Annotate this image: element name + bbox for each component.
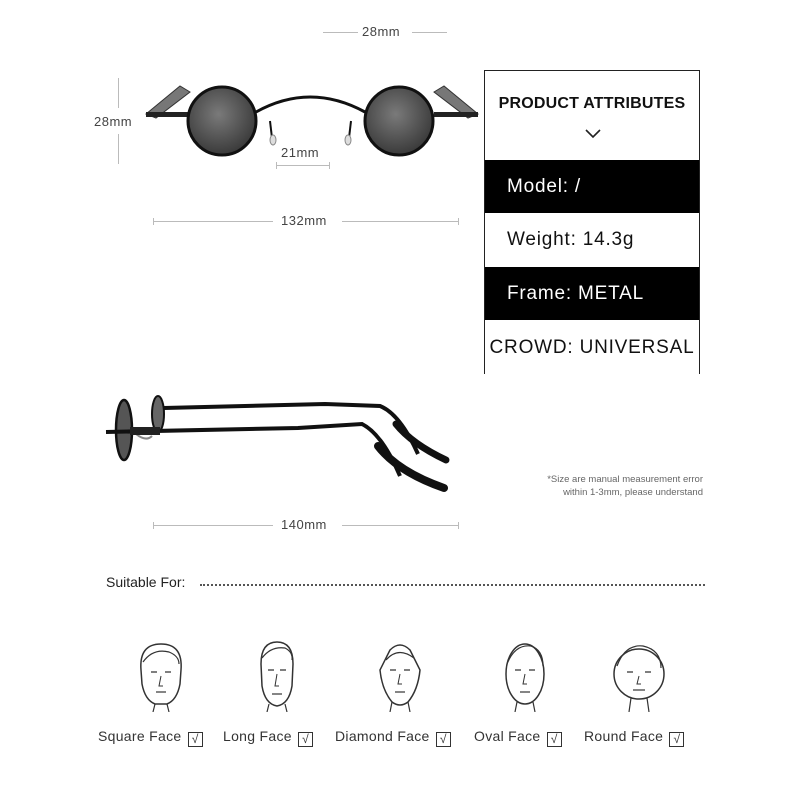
frame-width-line-left [153, 221, 273, 222]
attribute-frame: Frame: METAL [485, 267, 699, 320]
suitable-for-divider [200, 584, 705, 586]
face-label-text: Oval Face [474, 728, 541, 744]
square-face-icon [133, 640, 189, 712]
bridge-tick-left [276, 162, 277, 169]
face-label-diamond [335, 728, 451, 747]
face-label-long [223, 728, 313, 747]
temple-length-tick-right [458, 522, 459, 529]
attribute-model: Model: / [485, 160, 699, 213]
long-face-icon [249, 640, 305, 712]
temple-length-line-left [153, 525, 273, 526]
attributes-title: PRODUCT ATTRIBUTES [498, 95, 686, 112]
checkbox-checked-icon: √ [188, 732, 203, 747]
attribute-crowd: CROWD: UNIVERSAL [485, 321, 699, 374]
suitable-for-label: Suitable For: [106, 574, 186, 590]
round-face-icon [611, 640, 667, 712]
checkbox-checked-icon: √ [436, 732, 451, 747]
frame-width-tick-left [153, 218, 154, 225]
lens-height-line-bottom [118, 134, 119, 164]
frame-width-line-right [342, 221, 458, 222]
checkbox-checked-icon: √ [547, 732, 562, 747]
face-label-text: Long Face [223, 728, 292, 744]
attribute-weight: Weight: 14.3g [485, 213, 699, 266]
note-line-1: *Size are manual measurement error [547, 474, 703, 485]
frame-width-label: 132mm [281, 213, 327, 228]
measurement-note [547, 473, 703, 499]
frame-width-tick-right [458, 218, 459, 225]
face-label-round [584, 728, 684, 747]
lens-width-label: 28mm [362, 24, 401, 39]
lens-width-line-right [412, 32, 447, 33]
bridge-label: 21mm [281, 145, 320, 160]
temple-length-tick-left [153, 522, 154, 529]
face-label-text: Round Face [584, 728, 664, 744]
diamond-face-icon [372, 640, 428, 712]
oval-face-icon [497, 640, 553, 712]
face-label-square [98, 728, 203, 747]
glasses-side-view-image [100, 384, 460, 504]
product-attributes-box [484, 70, 700, 374]
lens-height-label: 28mm [94, 114, 133, 129]
lens-width-line-left [323, 32, 358, 33]
temple-length-line-right [342, 525, 458, 526]
bridge-line [276, 165, 330, 166]
face-label-oval [474, 728, 562, 747]
note-line-2: within 1-3mm, please understand [563, 487, 703, 498]
checkbox-checked-icon: √ [669, 732, 684, 747]
bridge-tick-right [329, 162, 330, 169]
face-label-text: Diamond Face [335, 728, 430, 744]
chevron-down-icon [585, 129, 601, 139]
checkbox-checked-icon: √ [298, 732, 313, 747]
temple-length-label: 140mm [281, 517, 327, 532]
face-label-text: Square Face [98, 728, 182, 744]
lens-height-line-top [118, 78, 119, 108]
